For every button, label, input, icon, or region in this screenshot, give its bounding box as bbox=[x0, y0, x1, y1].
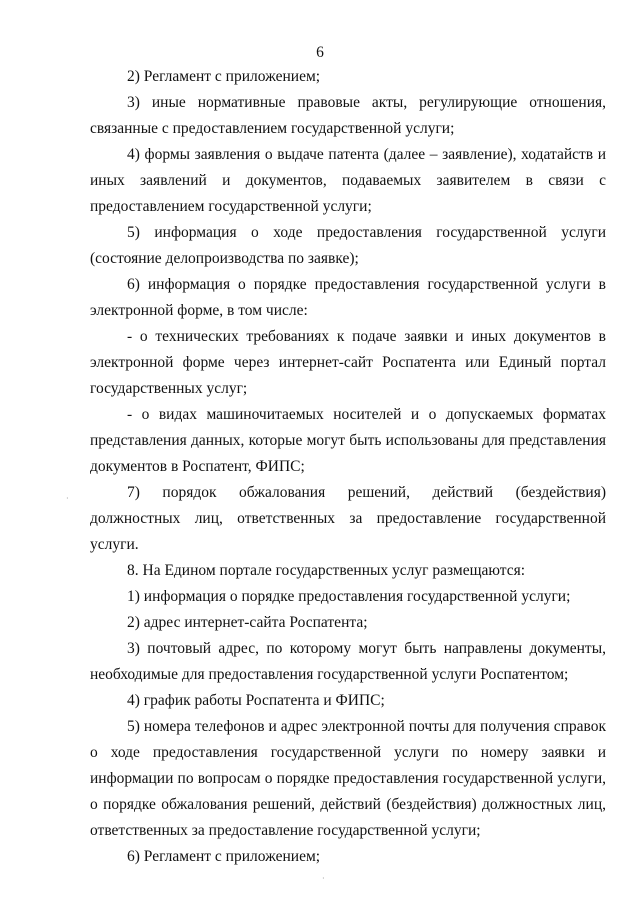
paragraph-portal-regulation: 6) Регламент с приложением; bbox=[127, 848, 321, 865]
scan-speck: · bbox=[66, 494, 69, 503]
paragraph-portal-website-address: 2) адрес интернет-сайта Роспатента; bbox=[127, 614, 368, 631]
paragraph-portal-heading: 8. На Едином портале государственных услуг размещаются: bbox=[127, 562, 526, 579]
paragraph-machine-readable-media: - о видах машиночитаемых носителей и о допускаемых форматах представления данных, которые могут быть использованы для представления документов в Роспатент, ФИПС; bbox=[90, 406, 606, 475]
paragraph-portal-procedure-info: 1) информация о порядке предоставления государственной услуги; bbox=[127, 588, 571, 605]
paragraph-portal-phone-email: 5) номера телефонов и адрес электронной почты для получения справок о ходе предоставления государственной услуги по номеру заявки и информации по вопросам о порядке предоставления государственной услуги, о порядке обжалования решений, действий (бездействия) должностных лиц, ответственных за предоставление государственной услуги; bbox=[90, 718, 606, 839]
paragraph-other-normative-acts: 3) иные нормативные правовые акты, регулирующие отношения, связанные с предоставлением государственной услуги; bbox=[90, 94, 606, 137]
paragraph-technical-requirements: - о технических требованиях к подаче заявки и иных документов в электронной форме через интернет-сайт Роспатента или Единый портал государственных услуг; bbox=[90, 328, 606, 397]
paragraph-appeal-procedure: 7) порядок обжалования решений, действий (бездействия) должностных лиц, ответственных за предоставление государственной услуги. bbox=[90, 484, 606, 553]
paragraph-portal-work-schedule: 4) график работы Роспатента и ФИПС; bbox=[127, 692, 385, 709]
paragraph-portal-postal-address: 3) почтовый адрес, по которому могут быть направлены документы, необходимые для предоставления государственной услуги Роспатентом; bbox=[90, 640, 606, 683]
paragraph-regulation-with-appendix: 2) Регламент с приложением; bbox=[127, 68, 321, 85]
page-number: 6 bbox=[316, 44, 324, 61]
paragraph-progress-info: 5) информация о ходе предоставления государственной услуги (состояние делопроизводства по заявке); bbox=[90, 224, 606, 267]
paragraph-application-forms: 4) формы заявления о выдаче патента (далее – заявление), ходатайств и иных заявлений и документов, подаваемых заявителем в связи с предоставлением государственной услуги; bbox=[90, 146, 606, 215]
document-body bbox=[90, 64, 606, 870]
paragraph-electronic-form-info: 6) информация о порядке предоставления государственной услуги в электронной форме, в том числе: bbox=[90, 276, 606, 319]
scan-speck: · bbox=[322, 874, 325, 883]
